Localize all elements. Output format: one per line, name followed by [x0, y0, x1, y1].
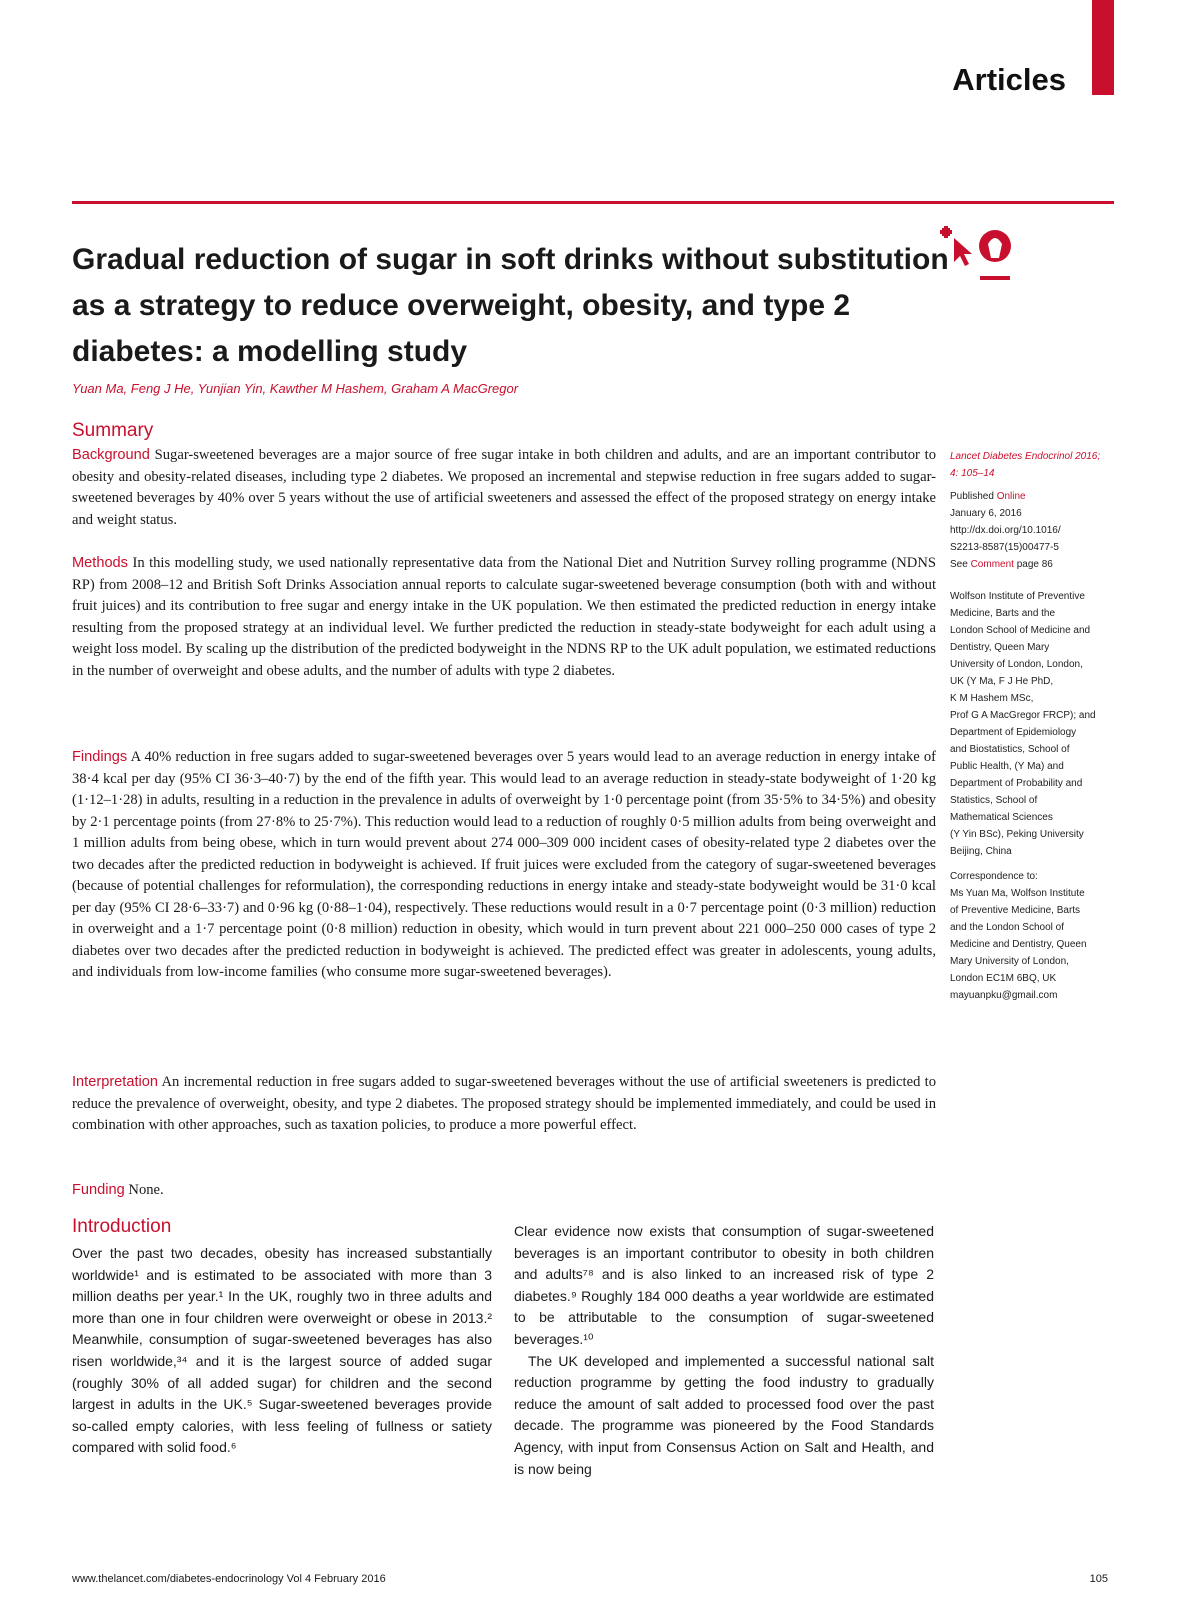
see-prefix: See — [950, 559, 971, 570]
correspondence-email[interactable]: mayuanpku@gmail.com — [950, 990, 1058, 1001]
summary-heading: Summary — [72, 420, 154, 441]
affiliation-line: Mathematical Sciences — [950, 812, 1053, 823]
section-label: Articles — [952, 62, 1066, 97]
citation-line: Lancet Diabetes Endocrinol 2016; — [950, 451, 1101, 462]
sidebar-publication — [950, 488, 1118, 573]
affiliation-line: Department of Epidemiology — [950, 727, 1077, 738]
introduction-heading: Introduction — [72, 1216, 172, 1237]
doi-link-line-1[interactable]: http://dx.doi.org/10.1016/ — [950, 525, 1061, 536]
published-line — [950, 488, 1118, 505]
footer-page-number: 105 — [1089, 1573, 1108, 1585]
funding-label: Funding — [72, 1182, 125, 1198]
sidebar-citation — [950, 448, 1118, 482]
funding-text: None. — [128, 1182, 164, 1198]
background-text: Sugar-sweetened beverages are a major source of free sugar intake in both children and adults, and are an important contributor to obesity and obesity-related diseases, including type 2 diabetes. We proposed an incremental and stepwise reduction in free sugars added to sugar-sweetened beverages by 40% over 5 years without the use of artificial sweeteners and assessed the effect of the proposed strategy on energy intake and weight status. — [72, 447, 936, 528]
abstract-findings — [72, 747, 936, 984]
published-date: January 6, 2016 — [950, 508, 1022, 519]
correspondence-line: Mary University of London, — [950, 956, 1069, 967]
header-rule — [72, 201, 1114, 204]
abstract-funding — [72, 1180, 936, 1202]
published-prefix: Published — [950, 491, 997, 502]
correspondence-line: Medicine and Dentistry, Queen — [950, 939, 1087, 950]
abstract-background — [72, 445, 936, 531]
author-list: Yuan Ma, Feng J He, Yunjian Yin, Kawther M Hashem, Graham A MacGregor — [72, 381, 519, 396]
footer-journal-line: www.thelancet.com/diabetes-endocrinology Vol 4 February 2016 — [72, 1573, 386, 1585]
introduction-paragraph: Over the past two decades, obesity has increased substantially worldwide¹ and is estimated to be associated with more than 3 million deaths per year.¹ In the UK, roughly two in three adults and more than one in four children were overweight or obese in 2013.² Meanwhile, consumption of sugar-sweetened beverages has also risen worldwide,³⁴ and it is the largest source of added sugar (roughly 30% of all added sugar) for children and the second largest in adults in the UK.⁵ Sugar-sweetened beverages provide so-called empty calories, with less feeling of fullness or satiety compared with solid food.⁶ — [72, 1245, 492, 1456]
affiliation-line: Wolfson Institute of Preventive — [950, 591, 1085, 602]
interpretation-text: An incremental reduction in free sugars added to sugar-sweetened beverages without the use of artificial sweeteners is predicted to reduce the prevalence of overweight, obesity, and type 2 diabetes. The proposed strategy should be implemented immediately, and could be used in combination with other approaches, such as taxation policies, to produce a more powerful effect. — [72, 1074, 936, 1133]
correspondence-line: and the London School of — [950, 922, 1064, 933]
findings-text: A 40% reduction in free sugars added to sugar-sweetened beverages over 5 years would lead to an average reduction in energy intake of 38·4 kcal per day (95% CI 36·3–40·7) by the end of the fifth year. This would lead to an average reduction in steady-state bodyweight of 1·20 kg (1·12–1·28) in adults, resulting in a reduction in the prevalence in adults of overweight by 1·0 percentage point (from 35·5% to 34·5%) and obesity by 2·1 percentage points (from 27·8% to 25·7%). This reduction would lead to a reduction of roughly 0·5 million adults from being overweight and 1 million adults from being obese, which in turn would prevent about 274 000–309 000 incident cases of obesity-related type 2 diabetes over the two decades after the predicted reduction in bodyweight is achieved. If fruit juices were excluded from the category of sugar-sweetened beverages (because of potential challenges for reformulation), the corresponding reductions in energy intake and steady-state bodyweight would be 31·0 kcal per day (95% CI 28·6–33·7) and 0·96 kg (0·88–1·04), respectively. These reductions would result in a 0·7 percentage point (0·3 million) reduction in overweight and a 1·7 percentage point (0·8 million) reduction in obesity, which would in turn prevent about 221 000–250 000 cases of type 2 diabetes over two decades after the predicted reduction in bodyweight is achieved. The predicted effect was greater in adolescents, young adults, and individuals from low-income families (who consume more sugar-sweetened beverages). — [72, 749, 937, 980]
sidebar-affiliations — [950, 588, 1118, 860]
comment-page: page 86 — [1013, 559, 1053, 570]
section-color-tab — [1092, 0, 1114, 95]
introduction-left-column — [72, 1243, 492, 1459]
see-comment-line — [950, 556, 1118, 573]
correspondence-line: Correspondence to: — [950, 871, 1038, 882]
article-title: Gradual reduction of sugar in soft drinks without substitution as a strategy to reduce overweight, obesity, and type 2 diabetes: a modelling study — [72, 243, 949, 368]
interpretation-label: Interpretation — [72, 1074, 158, 1090]
citation-volume: 4: 105–14 — [950, 468, 995, 479]
introduction-paragraph: The UK developed and implemented a successful national salt reduction programme by getting the food industry to gradually reduce the amount of salt added to processed food over the past decade. The programme was pioneered by the Food Standards Agency, with input from Consensus Action on Salt and Health, and is now being — [514, 1352, 934, 1477]
background-label: Background — [72, 447, 150, 463]
affiliation-line: and Biostatistics, School of — [950, 744, 1070, 755]
abstract-methods — [72, 553, 936, 682]
correspondence-line: Ms Yuan Ma, Wolfson Institute — [950, 888, 1085, 899]
affiliation-line: UK (Y Ma, F J He PhD, — [950, 676, 1054, 687]
correspondence-line: London EC1M 6BQ, UK — [950, 973, 1057, 984]
affiliation-line: K M Hashem MSc, — [950, 693, 1034, 704]
correspondence-line: of Preventive Medicine, Barts — [950, 905, 1081, 916]
affiliation-line: London School of Medicine and — [950, 625, 1091, 636]
methods-label: Methods — [72, 555, 128, 571]
affiliation-line: Department of Probability and — [950, 778, 1083, 789]
abstract-interpretation — [72, 1072, 936, 1137]
introduction-paragraph: Clear evidence now exists that consumption of sugar-sweetened beverages is an important contributor to obesity in both children and adults⁷⁸ and is also linked to an increased risk of type 2 diabetes.⁹ Roughly 184 000 deaths a year worldwide are estimated to be attributable to the consumption of sugar-sweetened beverages.¹⁰ — [514, 1223, 934, 1347]
sidebar-correspondence — [950, 868, 1118, 1004]
affiliation-line: Medicine, Barts and the — [950, 608, 1056, 619]
introduction-right-column — [514, 1221, 934, 1480]
methods-text: In this modelling study, we used nationally representative data from the National Diet and Nutrition Survey rolling programme (NDNS RP) from 2008–12 and British Soft Drinks Association annual reports to calculate sugar-sweetened beverage consumption (both with and without fruit juices) and its contribution to free sugar and energy intake in the UK population. We then estimated the predicted reduction in energy intake resulting from the proposed strategy at an individual level. We further predicted the reduction in steady-state bodyweight for each adult using a weight loss model. By scaling up the distribution of the predicted bodyweight in the NDNS RP to the UK adult population, we estimated reductions in the number of overweight and obese adults, and the number of adults with type 2 diabetes. — [72, 555, 937, 679]
crossmark-icon — [940, 224, 1030, 290]
published-online-link[interactable]: Online — [996, 491, 1026, 502]
affiliation-line: Dentistry, Queen Mary — [950, 642, 1050, 653]
affiliation-line: University of London, London, — [950, 659, 1083, 670]
affiliation-line: (Y Yin BSc), Peking University — [950, 829, 1084, 840]
crossmark-badge[interactable] — [940, 224, 1030, 290]
comment-link[interactable]: Comment — [970, 559, 1014, 570]
findings-label: Findings — [72, 749, 128, 765]
affiliation-line: Beijing, China — [950, 846, 1012, 857]
affiliation-line: Statistics, School of — [950, 795, 1038, 806]
affiliation-line: Public Health, (Y Ma) and — [950, 761, 1064, 772]
doi-link-line-2[interactable]: S2213-8587(15)00477-5 — [950, 542, 1059, 553]
affiliation-line: Prof G A MacGregor FRCP); and — [950, 710, 1096, 721]
